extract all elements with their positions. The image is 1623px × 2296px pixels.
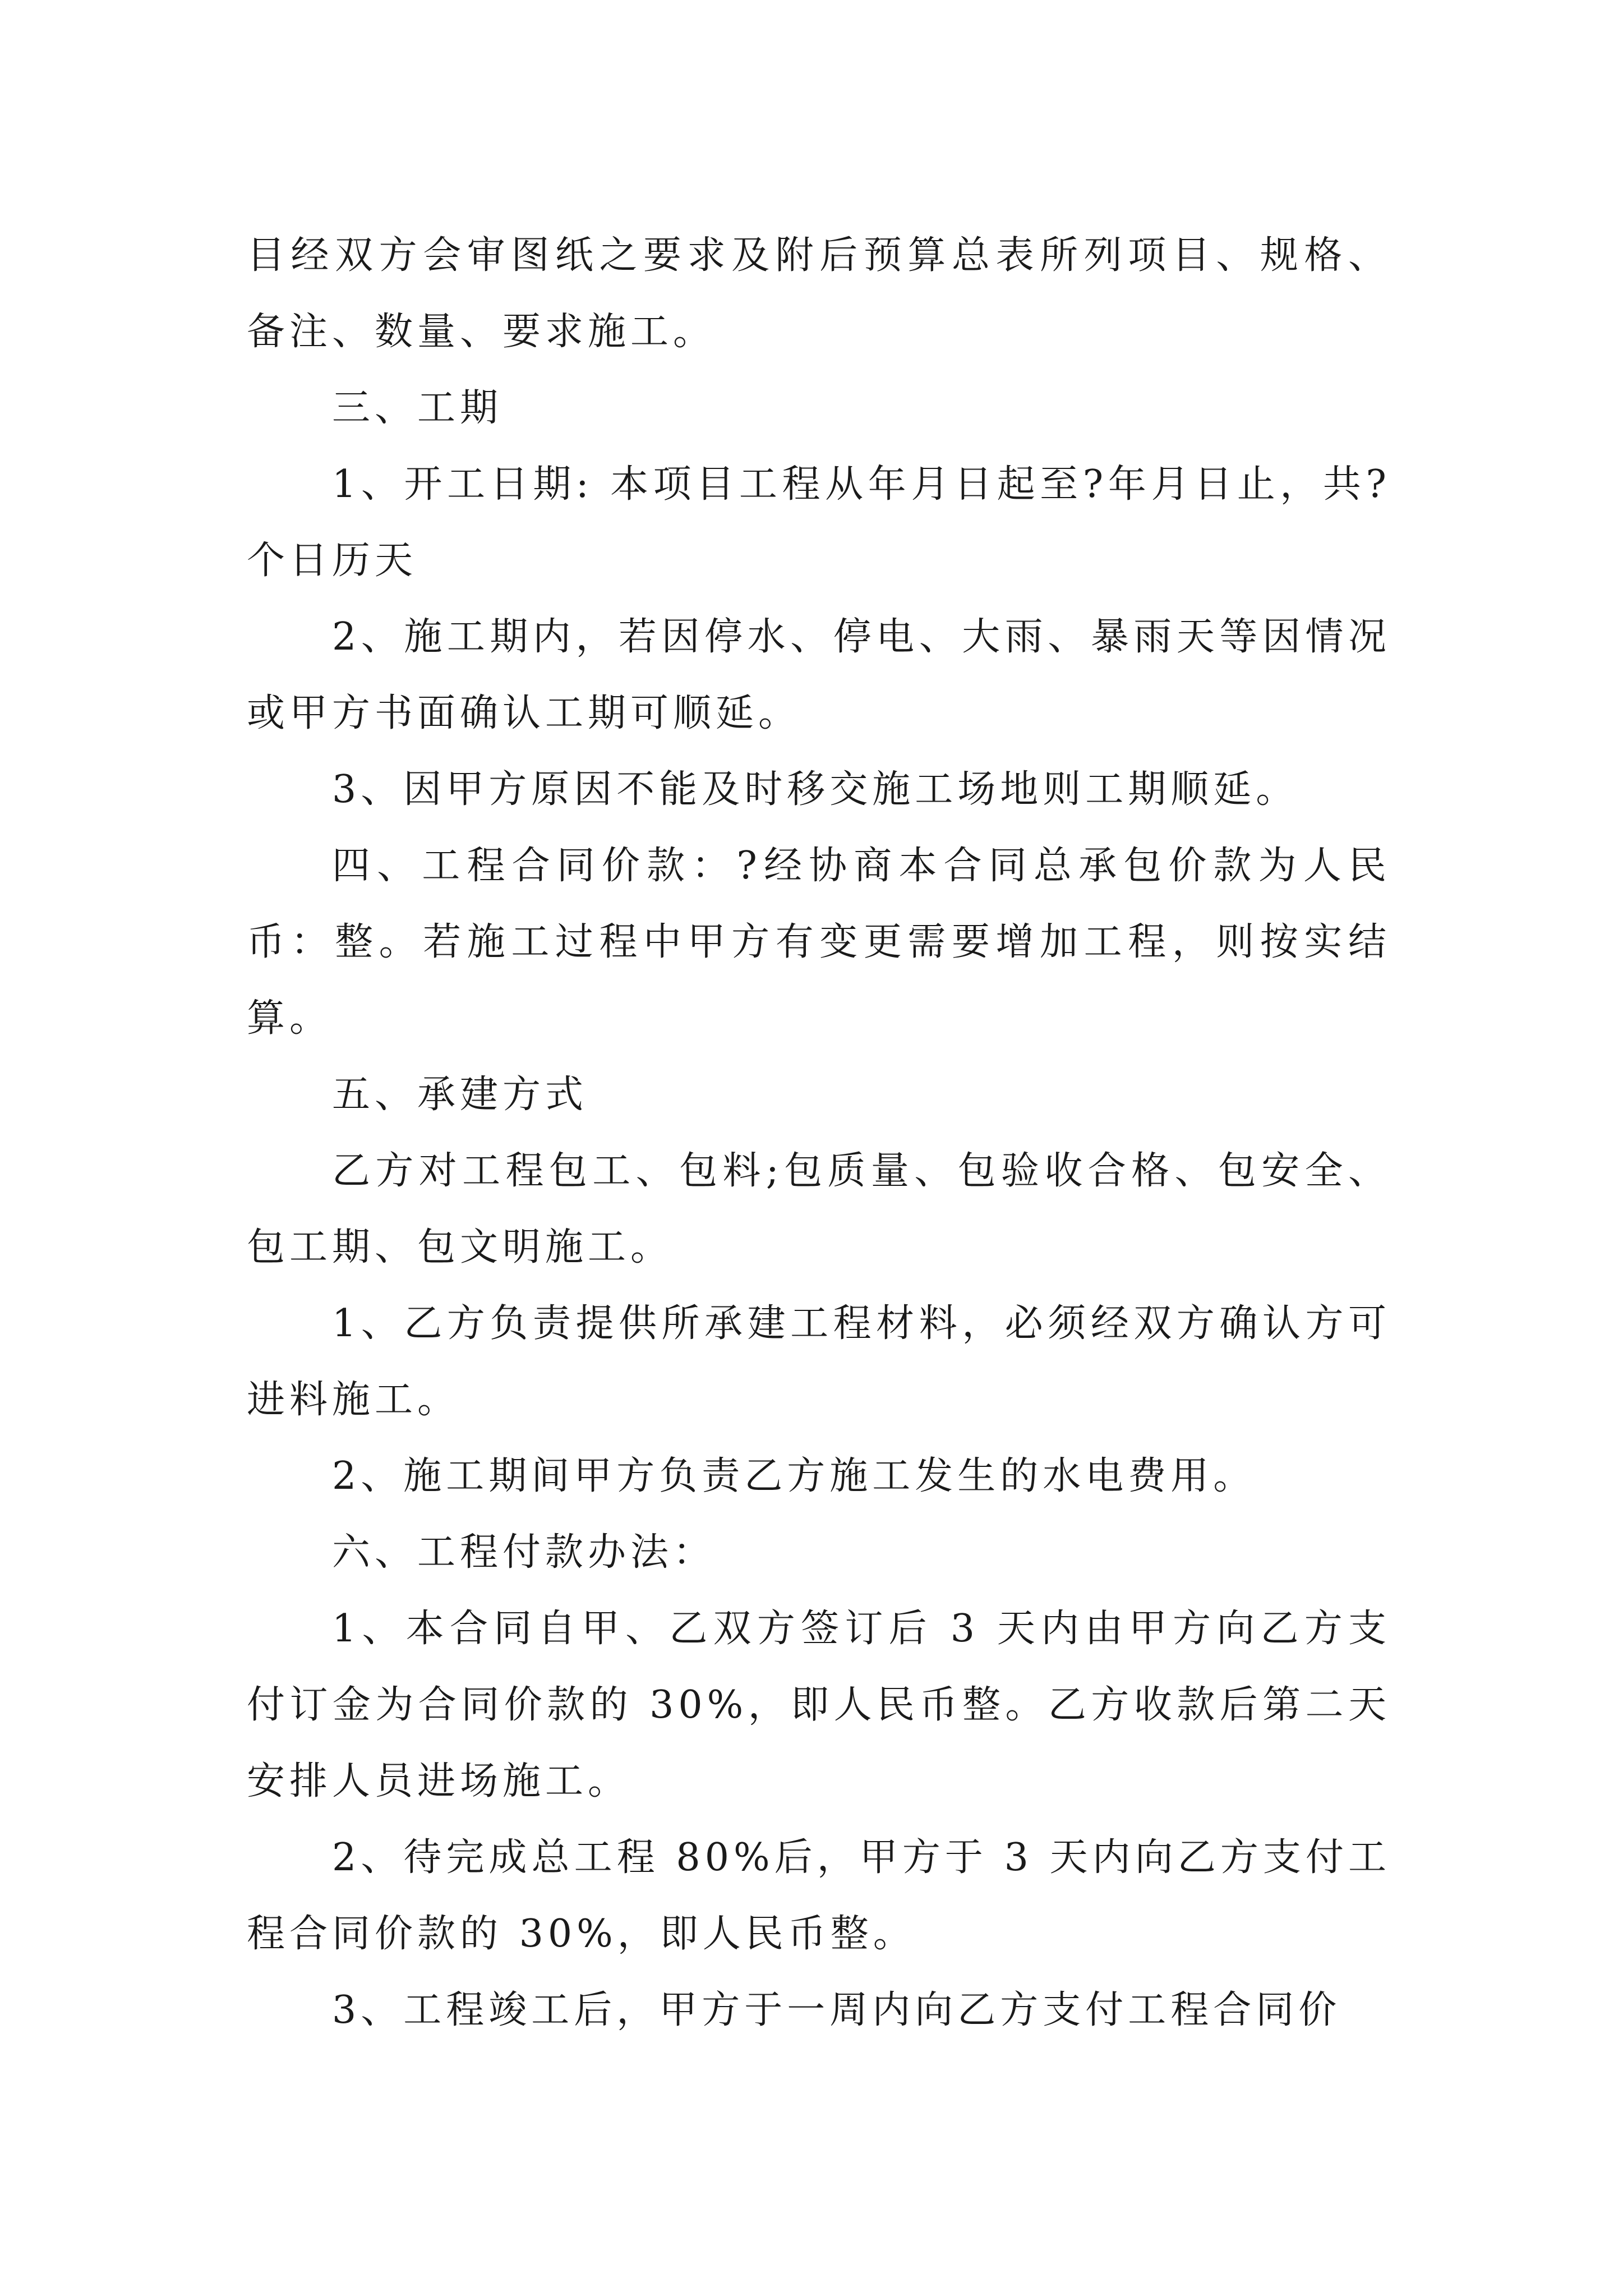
section-heading-schedule: 三、工期 [332,386,503,430]
paragraph-site-handover-delay: 3、因甲方原因不能及时移交施工场地则工期顺延。 [332,767,1299,812]
paragraph-utility-costs: 2、施工期间甲方负责乙方施工发生的水电费用。 [332,1454,1256,1498]
section-heading-payment-terms: 六、工程付款办法： [332,1530,716,1575]
paragraph-schedule-extension: 2、施工期内，若因停水、停电、大雨、暴雨天等因情况或甲方书面确认工期可顺延。 [247,615,1391,735]
paragraph-payment-deposit: 1、本合同自甲、乙双方签订后 3 天内由甲方向乙方支付订金为合同价款的 30%，即人民币整。乙方收款后第二天安排人员进场施工。 [247,1607,1391,1803]
paragraph-payment-progress: 2、待完成总工程 80%后，甲方于 3 天内向乙方支付工程合同价款的 30%，即人民币整。 [247,1835,1391,1956]
paragraph-contractor-scope: 乙方对工程包工、包料;包质量、包验收合格、包安全、包工期、包文明施工。 [247,1149,1391,1269]
section-heading-construction-mode: 五、承建方式 [332,1073,588,1117]
paragraph-scope-continuation: 目经双方会审图纸之要求及附后预算总表所列项目、规格、备注、数量、要求施工。 [247,233,1391,354]
paragraph-materials: 1、乙方负责提供所承建工程材料，必须经双方确认方可进料施工。 [247,1301,1391,1422]
paragraph-start-date: 1、开工日期: 本项目工程从年月日起至?年月日止，共?个日历天 [247,462,1391,583]
paragraph-payment-completion: 3、工程竣工后，甲方于一周内向乙方支付工程合同价 [332,1988,1341,2032]
document-body [247,218,1391,2049]
section-heading-contract-price: 四、工程合同价款：?经协商本合同总承包价款为人民币：整。若施工过程中甲方有变更需要增加工程，则按实结算。 [247,844,1391,1041]
